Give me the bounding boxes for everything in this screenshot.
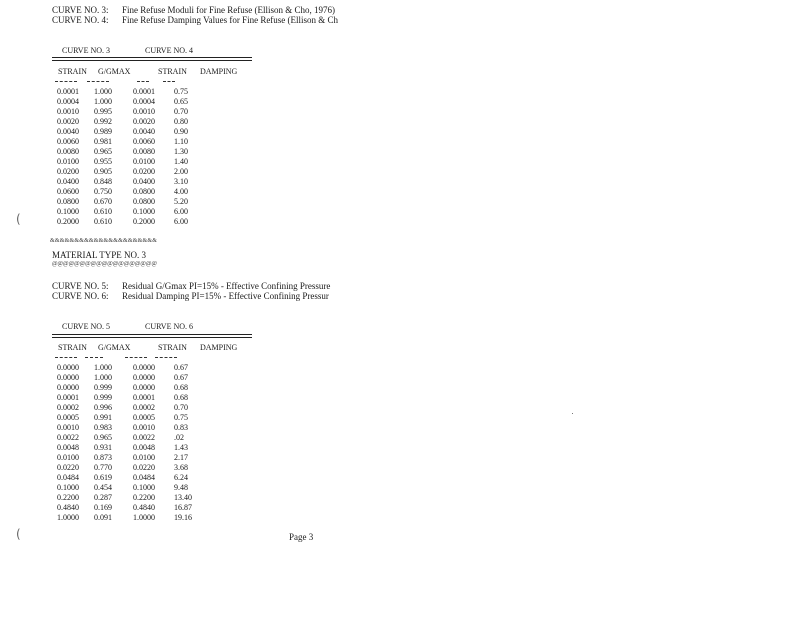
cell-ggmax: 0.091 bbox=[94, 513, 112, 522]
cell-ggmax: 0.905 bbox=[94, 167, 112, 176]
cell-strain: 0.0022 bbox=[57, 433, 79, 442]
table-b-curve-right: CURVE NO. 6 bbox=[145, 322, 194, 331]
cell-ggmax: 0.989 bbox=[94, 127, 112, 136]
cell-ggmax: 1.000 bbox=[94, 363, 112, 372]
cell-strain: 0.0000 bbox=[57, 363, 79, 372]
cell-ggmax: 0.873 bbox=[94, 453, 112, 462]
cell-damping: 5.20 bbox=[174, 197, 188, 206]
punch-hole-mark: ( bbox=[16, 527, 21, 541]
cell-strain-2: 0.0100 bbox=[133, 453, 155, 462]
cell-strain: 0.2000 bbox=[57, 217, 79, 226]
cell-ggmax: 0.999 bbox=[94, 383, 112, 392]
cell-ggmax: 0.955 bbox=[94, 157, 112, 166]
cell-damping: 4.00 bbox=[174, 187, 188, 196]
cell-ggmax: 0.983 bbox=[94, 423, 112, 432]
curve-desc: Residual G/Gmax PI=15% - Effective Confining Pressure bbox=[122, 281, 331, 291]
table-b-header-strain: STRAIN bbox=[58, 343, 87, 352]
cell-ggmax: 0.981 bbox=[94, 137, 112, 146]
cell-ggmax: 0.169 bbox=[94, 503, 112, 512]
cell-strain: 0.4840 bbox=[57, 503, 79, 512]
cell-ggmax: 0.995 bbox=[94, 107, 112, 116]
cell-strain-2: 0.0400 bbox=[133, 177, 155, 186]
cell-strain: 0.0010 bbox=[57, 107, 79, 116]
cell-strain-2: 0.0004 bbox=[133, 97, 155, 106]
table-a-rule-right bbox=[134, 57, 252, 61]
cell-damping: 1.40 bbox=[174, 157, 188, 166]
table-a-dash-4 bbox=[163, 81, 175, 82]
cell-ggmax: 1.000 bbox=[94, 97, 112, 106]
material-type-underline: @@@@@@@@@@@@@@@@@@@ bbox=[52, 261, 157, 267]
cell-ggmax: 0.770 bbox=[94, 463, 112, 472]
table-a-dash-1 bbox=[55, 81, 77, 82]
cell-damping: 13.40 bbox=[174, 493, 192, 502]
table-a-dash-3 bbox=[137, 81, 149, 82]
cell-damping: 0.68 bbox=[174, 383, 188, 392]
cell-strain: 0.0010 bbox=[57, 423, 79, 432]
cell-strain-2: 0.0200 bbox=[133, 167, 155, 176]
table-b-rule-left bbox=[52, 334, 144, 338]
cell-damping: 0.83 bbox=[174, 423, 188, 432]
cell-damping: 3.10 bbox=[174, 177, 188, 186]
table-b-dash-1 bbox=[55, 357, 77, 358]
cell-damping: 0.75 bbox=[174, 413, 188, 422]
table-b-curve-left: CURVE NO. 5 bbox=[62, 322, 111, 331]
cell-damping: 0.70 bbox=[174, 107, 188, 116]
cell-strain: 0.0040 bbox=[57, 127, 79, 136]
cell-strain-2: 0.0002 bbox=[133, 403, 155, 412]
cell-damping: 19.16 bbox=[174, 513, 192, 522]
cell-strain: 0.0100 bbox=[57, 157, 79, 166]
cell-ggmax: 0.931 bbox=[94, 443, 112, 452]
cell-strain: 0.0220 bbox=[57, 463, 79, 472]
cell-ggmax: 0.999 bbox=[94, 393, 112, 402]
cell-strain-2: 0.0022 bbox=[133, 433, 155, 442]
cell-ggmax: 0.454 bbox=[94, 483, 112, 492]
cell-ggmax: 0.992 bbox=[94, 117, 112, 126]
cell-ggmax: 0.991 bbox=[94, 413, 112, 422]
cell-strain-2: 1.0000 bbox=[133, 513, 155, 522]
table-b-rule-right bbox=[134, 334, 252, 338]
cell-damping: 3.68 bbox=[174, 463, 188, 472]
cell-damping: 1.10 bbox=[174, 137, 188, 146]
cell-damping: 16.87 bbox=[174, 503, 192, 512]
cell-damping: 0.67 bbox=[174, 363, 188, 372]
cell-strain-2: 0.0001 bbox=[133, 393, 155, 402]
cell-damping: 2.17 bbox=[174, 453, 188, 462]
cell-strain-2: 0.2000 bbox=[133, 217, 155, 226]
cell-strain: 0.0080 bbox=[57, 147, 79, 156]
table-a-curve-left: CURVE NO. 3 bbox=[62, 46, 111, 55]
cell-damping: 1.30 bbox=[174, 147, 188, 156]
cell-strain: 0.1000 bbox=[57, 207, 79, 216]
material-type-title: MATERIAL TYPE NO. 3 bbox=[52, 250, 146, 260]
cell-ggmax: 0.965 bbox=[94, 433, 112, 442]
cell-damping: 0.75 bbox=[174, 87, 188, 96]
cell-strain-2: 0.0800 bbox=[133, 197, 155, 206]
cell-damping: 0.70 bbox=[174, 403, 188, 412]
cell-strain: 0.0400 bbox=[57, 177, 79, 186]
cell-strain: 0.0004 bbox=[57, 97, 79, 106]
table-b-header-damping: DAMPING bbox=[200, 343, 238, 352]
table-b-dash-4 bbox=[155, 357, 177, 358]
cell-ggmax: 1.000 bbox=[94, 87, 112, 96]
cell-strain-2: 0.0484 bbox=[133, 473, 155, 482]
cell-strain-2: 0.0001 bbox=[133, 87, 155, 96]
cell-damping: 6.00 bbox=[174, 217, 188, 226]
cell-strain: 0.0001 bbox=[57, 393, 79, 402]
curve-label: CURVE NO. 6: bbox=[52, 291, 109, 301]
scan-dot bbox=[572, 413, 573, 414]
curve-label: CURVE NO. 4: bbox=[52, 15, 109, 25]
cell-ggmax: 1.000 bbox=[94, 373, 112, 382]
cell-strain-2: 0.0040 bbox=[133, 127, 155, 136]
cell-strain: 0.0484 bbox=[57, 473, 79, 482]
cell-damping: 1.43 bbox=[174, 443, 188, 452]
table-b-dash-3 bbox=[125, 357, 147, 358]
cell-strain-2: 0.0048 bbox=[133, 443, 155, 452]
cell-strain: 0.0020 bbox=[57, 117, 79, 126]
cell-strain: 0.0100 bbox=[57, 453, 79, 462]
cell-ggmax: 0.670 bbox=[94, 197, 112, 206]
table-a-curve-right: CURVE NO. 4 bbox=[145, 46, 194, 55]
cell-ggmax: 0.619 bbox=[94, 473, 112, 482]
cell-damping: 6.00 bbox=[174, 207, 188, 216]
cell-strain-2: 0.0000 bbox=[133, 363, 155, 372]
cell-strain-2: 0.0010 bbox=[133, 423, 155, 432]
cell-ggmax: 0.287 bbox=[94, 493, 112, 502]
cell-strain-2: 0.1000 bbox=[133, 207, 155, 216]
cell-strain: 0.0000 bbox=[57, 373, 79, 382]
curve-label: CURVE NO. 5: bbox=[52, 281, 109, 291]
cell-damping: 6.24 bbox=[174, 473, 188, 482]
cell-strain-2: 0.0220 bbox=[133, 463, 155, 472]
cell-strain-2: 0.4840 bbox=[133, 503, 155, 512]
curve-desc: Residual Damping PI=15% - Effective Confining Pressur bbox=[122, 291, 329, 301]
table-a-dash-2 bbox=[87, 81, 109, 82]
cell-ggmax: 0.965 bbox=[94, 147, 112, 156]
punch-hole-mark: ( bbox=[16, 212, 21, 226]
table-a-header-strain: STRAIN bbox=[58, 67, 87, 76]
cell-strain: 0.0048 bbox=[57, 443, 79, 452]
page-number: Page 3 bbox=[289, 532, 314, 542]
cell-strain-2: 0.0005 bbox=[133, 413, 155, 422]
curve-line-3 bbox=[52, 5, 335, 15]
cell-strain-2: 0.0000 bbox=[133, 383, 155, 392]
cell-damping: .02 bbox=[174, 433, 184, 442]
cell-strain-2: 0.0020 bbox=[133, 117, 155, 126]
curve-desc: Fine Refuse Moduli for Fine Refuse (Ellison & Cho, 1976) bbox=[122, 5, 335, 15]
cell-strain: 0.0001 bbox=[57, 87, 79, 96]
cell-strain-2: 0.0800 bbox=[133, 187, 155, 196]
cell-ggmax: 0.610 bbox=[94, 217, 112, 226]
cell-strain: 0.2200 bbox=[57, 493, 79, 502]
curve-line-4 bbox=[52, 15, 339, 25]
table-b-header-ggmax: G/GMAX bbox=[98, 343, 131, 352]
cell-strain-2: 0.0010 bbox=[133, 107, 155, 116]
cell-damping: 0.80 bbox=[174, 117, 188, 126]
cell-ggmax: 0.610 bbox=[94, 207, 112, 216]
table-a-header-ggmax: G/GMAX bbox=[98, 67, 131, 76]
cell-damping: 2.00 bbox=[174, 167, 188, 176]
cell-strain-2: 0.0100 bbox=[133, 157, 155, 166]
ampersand-separator: &&&&&&&&&&&&&&&&&&&&&& bbox=[50, 238, 158, 244]
table-a-rule-left bbox=[52, 57, 144, 61]
cell-strain-2: 0.0060 bbox=[133, 137, 155, 146]
curve-label: CURVE NO. 3: bbox=[52, 5, 109, 15]
cell-strain: 0.0000 bbox=[57, 383, 79, 392]
curve-desc: Fine Refuse Damping Values for Fine Refuse (Ellison & Ch bbox=[122, 15, 339, 25]
curve-line-5 bbox=[52, 281, 331, 291]
cell-strain: 0.0200 bbox=[57, 167, 79, 176]
cell-strain: 1.0000 bbox=[57, 513, 79, 522]
curve-line-6 bbox=[52, 291, 329, 301]
table-a-header-strain2: STRAIN bbox=[158, 67, 187, 76]
cell-strain: 0.0600 bbox=[57, 187, 79, 196]
cell-ggmax: 0.750 bbox=[94, 187, 112, 196]
cell-damping: 9.48 bbox=[174, 483, 188, 492]
cell-strain-2: 0.0080 bbox=[133, 147, 155, 156]
cell-damping: 0.67 bbox=[174, 373, 188, 382]
cell-damping: 0.65 bbox=[174, 97, 188, 106]
cell-strain: 0.1000 bbox=[57, 483, 79, 492]
table-b-dash-2 bbox=[85, 357, 103, 358]
table-b-header-strain2: STRAIN bbox=[158, 343, 187, 352]
cell-strain: 0.0800 bbox=[57, 197, 79, 206]
cell-damping: 0.68 bbox=[174, 393, 188, 402]
cell-strain-2: 0.0000 bbox=[133, 373, 155, 382]
cell-damping: 0.90 bbox=[174, 127, 188, 136]
cell-ggmax: 0.848 bbox=[94, 177, 112, 186]
cell-strain: 0.0005 bbox=[57, 413, 79, 422]
cell-strain: 0.0060 bbox=[57, 137, 79, 146]
table-a-header-damping: DAMPING bbox=[200, 67, 238, 76]
cell-ggmax: 0.996 bbox=[94, 403, 112, 412]
cell-strain-2: 0.2200 bbox=[133, 493, 155, 502]
cell-strain: 0.0002 bbox=[57, 403, 79, 412]
cell-strain-2: 0.1000 bbox=[133, 483, 155, 492]
